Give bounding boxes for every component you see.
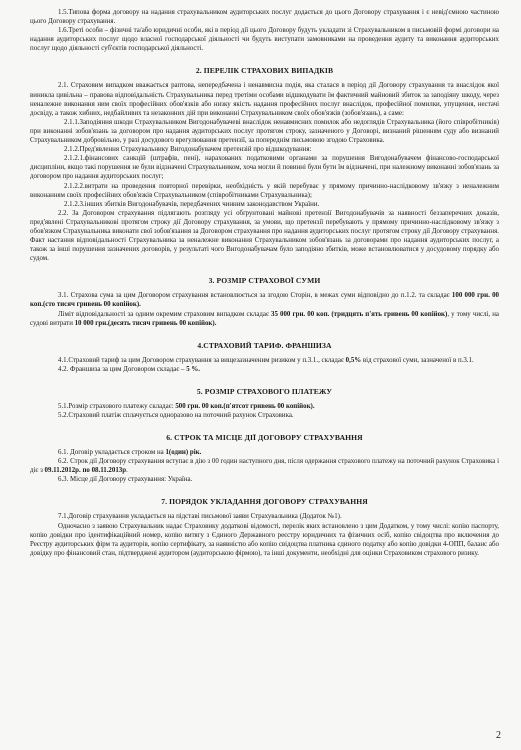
clause-7-1: 7.1.Договір страхування укладається на підставі письмової заяви Страхувальника (Додаток №1). bbox=[58, 513, 342, 521]
court-costs-limit: 10 000 грн.(десять тисяч гривень 00 копійок). bbox=[74, 319, 217, 327]
clause-4-1: 4.1.Страховий тариф за цим Договором страхування за вищезазначеним ризиком у п.3.1., складає 0,5% від страхової суми, зазначеної в п.3.1. bbox=[58, 356, 474, 364]
clause-6-1: 6.1. Договір укладається строком на 1(один) рік. bbox=[58, 449, 202, 457]
clause-4-2: 4.2. Франшиза за цим Договором складає – 5 %. bbox=[58, 365, 200, 373]
tariff-rate: 0,5% bbox=[345, 356, 362, 364]
clause-1-5: 1.5.Типова форма договору на надання страхувальником аудиторських послуг додається до цього Договору страхування і є невід'ємною частиною цього Договору страхування. bbox=[30, 9, 499, 26]
page-number: 2 bbox=[496, 729, 501, 741]
liability-limit: 35 000 грн. 00 коп. (тридцять п'ять гривень 00 копійок) bbox=[271, 310, 448, 318]
contract-term: 1(один) рік. bbox=[165, 449, 202, 457]
validity-period: 09.11.2012р. по 08.11.2013р bbox=[44, 467, 127, 475]
clause-2-1: 2.1. Страховим випадком вважається раптова, непередбачена і ненавмисна подія, яка сталася в період дії Договору страхування та внаслідок якої виникла цивільна – правова відповідальність Страхувальника перед третіми особами відшкодувати їм фактичний майновий збиток за заподіяну шкоду, через неналежне виконання ним своїх професійних обов'язків або низку якість надання професійних послуг внаслідок, професійної помилки, упущення, нестачі досвіду, а також хибних, недбайливих та незаконних дій при виконанні Страхувальником своїх обов'язків (зобов'язань), а саме: bbox=[30, 82, 499, 117]
clause-2-1-1: 2.1.1.Заподіяння шкоди Страхувальником Вигодонабувачеві внаслідок ненавмисних помилок або недоглядів Страхувальника (його співробітників) при виконанні зобов'язань за договором про надання аудиторських послуг протягом строку, зазначеного у Договорі, визнаний рішенням суду або визнаний Страхувальником добровільно, у разі досудового врегулювання претензії, за попереднім письмовою згодою Страховика. bbox=[30, 118, 499, 145]
deductible: 5 %. bbox=[186, 365, 200, 373]
clause-2-1-2-3: 2.1.2.3.інших збитків Вигодонабувачів, передбачених чинним законодавством України. bbox=[64, 200, 320, 208]
clause-3-limit: Ліміт відповідальності за одним окремим страховим випадком складає 35 000 грн. 00 коп. (тридцять п'ять гривень 00 копійок), у тому числі, на судові витрати 10 000 грн.(десять тисяч гривень 00 копійок). bbox=[30, 310, 499, 327]
clause-6-3: 6.3. Місце дії Договору страхування: Україна. bbox=[58, 476, 193, 484]
clause-2-2: 2.2. За Договором страхування підлягають розгляду усі обґрунтовані майнові претензії Вигодонабувачів за наявності беззаперечних доказів, пред'явлені Страхувальникові протягом строку дії Договору страхування, за умови, що претензії перебувають у прямому причинно-наслідковому зв'язку з обов'язком Страхувальника виконати свої зобов'язання за Договором страхування про надання аудиторських послуг протягом строку дії Договору страхування. Факт настання відповідальності Страхувальника за неналежне виконання Страхувальником зобов'язань за договорами про надання аудиторських послуг, а також за інші порушення зазначених договорів, у результаті чого Вигодонабувачам було заподіяно збитків, може встановлюватися у досудовому порядку або судом. bbox=[30, 209, 499, 263]
clause-1-6: 1.6.Треті особи – фізичні та/або юридичні особи, які в період дії цього Договору будуть укладати зі Страхувальником в письмовій формі договори на надання аудиторських послуг щодо власної господарської діяльності чи будуть виступати замовниками на проведення аудиту та виконання аудиторських послуг щодо діяльності суб'єктів господарської діяльності. bbox=[30, 27, 499, 53]
clause-7-2: Одночасно з заявою Страхувальник надає Страховику додаткові відомості, перелік яких встановлено з цим Додатком, у тому числі: копію паспорту, копію довідки про ідентифікаційний номер, копію витягу з Єдиного Державного реєстру юридичних та фізичних осіб, копію свідоцтва про включення до Реєстру аудиторських фірм та аудиторів, копію сертифікату, за наявністю або копію свідоцтва платника єдиного податку або копію довідки 4-ОПП, баланс або довідку про фінансовий стан, підтверджені аудитором (аудиторською фірмою), та інші документи, необхідні для оцінки Страховиком страхового ризику. bbox=[30, 522, 499, 557]
clause-5-2: 5.2.Страховий платіж сплачується одноразово на поточний рахунок Страховика. bbox=[58, 412, 294, 419]
section-6-title: 6. СТРОК ТА МІСЦЕ ДІЇ ДОГОВОРУ СТРАХУВАННЯ bbox=[166, 433, 363, 443]
section-3-title: 3. РОЗМІР СТРАХОВОЇ СУМИ bbox=[208, 276, 321, 286]
section-4-title: 4.СТРАХОВИЙ ТАРИФ. ФРАНШИЗА bbox=[197, 340, 332, 350]
section-7-title: 7. ПОРЯДОК УКЛАДАННЯ ДОГОВОРУ СТРАХУВАННЯ bbox=[161, 497, 368, 507]
insured-sum: 100 000 грн. 00 коп.(сто тисяч гривень 00 копійок). bbox=[30, 292, 499, 309]
clause-2-1-2: 2.1.2.Пред'явлення Страхувальнику Вигодонабувачем претензій про відшкодування: bbox=[64, 146, 312, 154]
clause-2-1-2-1: 2.1.2.1.фінансових санкцій (штрафів, пені), нарахованих податковими органами за порушення Вигодонабувачем фінансово-господарської дисципліни, якщо такі порушення не були відзначені Страхувальником, хоча могли й повинні були бути їм відзначені, при належному виконанні зобов'язань за договором про надання аудиторських послуг; bbox=[30, 155, 499, 181]
clause-2-1-2-2: 2.1.2.2.витрати на проведення повторної перевірки, необхідність у якій перебуває у прямому причинно-наслідковому зв'язку з неналежним виконанням своїх професійних обов'язків Страхувальником (співробітниками Страхувальника); bbox=[30, 182, 499, 199]
clause-5-1: 5.1.Розмір страхового платежу складає: 500 грн. 00 коп.(п'ятсот гривень 00 копійок). bbox=[58, 402, 315, 410]
section-2-title: 2. ПЕРЕЛІК СТРАХОВИХ ВИПАДКІВ bbox=[195, 66, 334, 76]
premium-amount: 500 грн. 00 коп.(п'ятсот гривень 00 копійок). bbox=[175, 402, 315, 410]
clause-3-1: 3.1. Страхова сума за цим Договором страхування встановлюється за згодою Сторін, в межах суми відповідно до п.1.2. та складає 100 000 грн. 00 коп.(сто тисяч гривень 00 копійок). bbox=[30, 292, 499, 309]
section-5-title: 5. РОЗМІР СТРАХОВОГО ПЛАТЕЖУ bbox=[196, 386, 333, 396]
clause-6-2: 6.2. Строк дії Договору страхування вступає в дію з 00 годин наступного дня, після одержання страхового платежу на поточний рахунок Страховика і діє з 09.11.2012р. по 08.11.2013р. bbox=[30, 458, 499, 475]
